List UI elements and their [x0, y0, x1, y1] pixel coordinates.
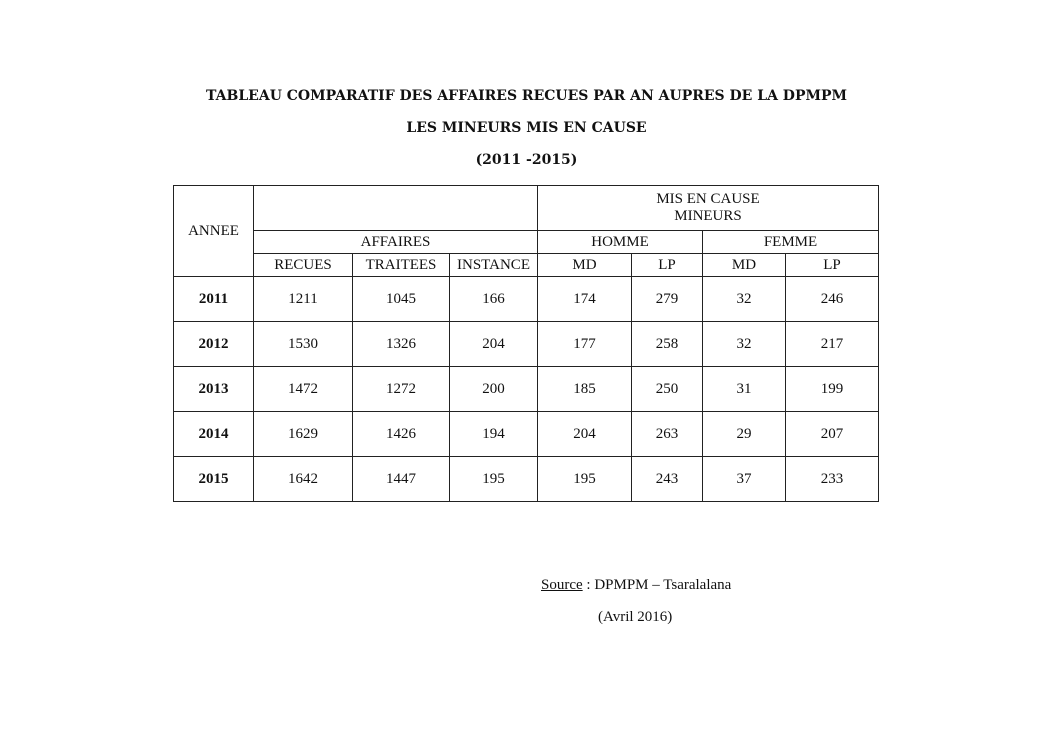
femme-md-cell: 29	[703, 412, 786, 457]
header-homme: HOMME	[538, 231, 703, 254]
year-cell: 2011	[174, 277, 254, 322]
traitees-cell: 1272	[353, 367, 450, 412]
traitees-cell: 1045	[353, 277, 450, 322]
traitees-cell: 1326	[353, 322, 450, 367]
homme-md-cell: 177	[538, 322, 632, 367]
recues-cell: 1642	[254, 457, 353, 502]
source-text: : DPMPM – Tsaralalana	[582, 577, 732, 593]
header-blank	[254, 186, 538, 231]
header-affaires: AFFAIRES	[254, 231, 538, 254]
homme-md-cell: 174	[538, 277, 632, 322]
traitees-cell: 1426	[353, 412, 450, 457]
recues-cell: 1211	[254, 277, 353, 322]
year-cell: 2015	[174, 457, 254, 502]
femme-lp-cell: 233	[786, 457, 879, 502]
table-row	[174, 367, 879, 412]
homme-lp-cell: 250	[632, 367, 703, 412]
header-mis-en-cause-line2: MINEURS	[674, 208, 742, 224]
instance-cell: 195	[450, 457, 538, 502]
table-row	[174, 322, 879, 367]
femme-lp-cell: 199	[786, 367, 879, 412]
source-note	[541, 577, 731, 594]
femme-md-cell: 32	[703, 277, 786, 322]
header-annee: ANNEE	[174, 186, 254, 277]
period-label: (2011 -2015)	[475, 152, 578, 168]
recues-cell: 1629	[254, 412, 353, 457]
homme-md-cell: 204	[538, 412, 632, 457]
recues-cell: 1530	[254, 322, 353, 367]
homme-lp-cell: 258	[632, 322, 703, 367]
year-cell: 2013	[174, 367, 254, 412]
homme-md-cell: 185	[538, 367, 632, 412]
header-mis-en-cause-line1: MIS EN CAUSE	[656, 191, 760, 207]
header-femme-md: MD	[703, 254, 786, 277]
homme-lp-cell: 279	[632, 277, 703, 322]
header-homme-lp: LP	[632, 254, 703, 277]
header-femme: FEMME	[703, 231, 879, 254]
source-date: (Avril 2016)	[598, 609, 673, 625]
femme-lp-cell: 217	[786, 322, 879, 367]
table-row	[174, 457, 879, 502]
table-row	[174, 277, 879, 322]
affaires-table	[173, 185, 879, 502]
instance-cell: 200	[450, 367, 538, 412]
header-instance: INSTANCE	[450, 254, 538, 277]
header-traitees: TRAITEES	[353, 254, 450, 277]
traitees-cell: 1447	[353, 457, 450, 502]
femme-md-cell: 31	[703, 367, 786, 412]
header-row-mid	[174, 231, 879, 254]
instance-cell: 194	[450, 412, 538, 457]
source-label: Source	[541, 577, 583, 593]
page-title: TABLEAU COMPARATIF DES AFFAIRES RECUES PAR AN AUPRES DE LA DPMPM	[205, 88, 847, 104]
homme-lp-cell: 263	[632, 412, 703, 457]
header-recues: RECUES	[254, 254, 353, 277]
year-cell: 2012	[174, 322, 254, 367]
instance-cell: 204	[450, 322, 538, 367]
header-row-low	[174, 254, 879, 277]
header-row-top	[174, 186, 879, 231]
table-row	[174, 412, 879, 457]
femme-md-cell: 37	[703, 457, 786, 502]
homme-md-cell: 195	[538, 457, 632, 502]
femme-md-cell: 32	[703, 322, 786, 367]
year-cell: 2014	[174, 412, 254, 457]
instance-cell: 166	[450, 277, 538, 322]
femme-lp-cell: 207	[786, 412, 879, 457]
header-mis-en-cause	[538, 186, 879, 231]
femme-lp-cell: 246	[786, 277, 879, 322]
homme-lp-cell: 243	[632, 457, 703, 502]
header-homme-md: MD	[538, 254, 632, 277]
recues-cell: 1472	[254, 367, 353, 412]
page-subtitle: LES MINEURS MIS EN CAUSE	[406, 120, 647, 136]
header-femme-lp: LP	[786, 254, 879, 277]
